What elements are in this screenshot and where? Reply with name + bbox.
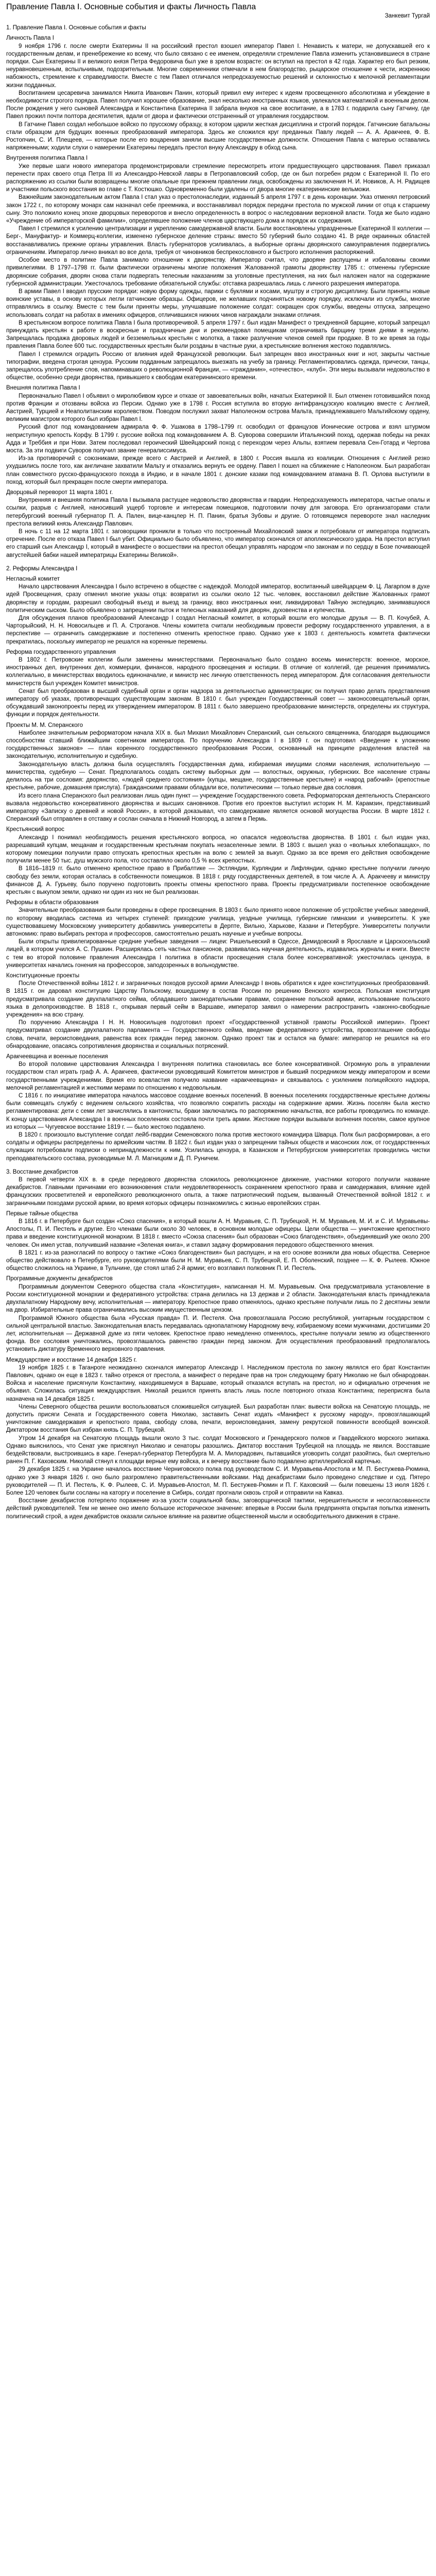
paragraph: В 1821 г. из-за разногласий по вопросу о тактике «Союз благоденствия» был распущен, и на его основе возникли два новых общества. Северное общество действовало в Петербурге, его руководителями были Н. М. Муравьев, С. П. Трубецкой, Е. П. Оболенский, позднее — К. Ф. Рылеев. Южное общество сложилось на Украине, в Тульчине, где стоял штаб 2-й армии; его возглавил полковник П. И. Пестель.	[6, 1249, 430, 1272]
section-heading: Дворцовый переворот 11 марта 1801 г.	[6, 489, 113, 496]
section-heading: Внутренняя политика Павла I	[6, 155, 88, 162]
paragraph: Павел I стремился к усилению централизации и укреплению самодержавной власти. Были восстановлены упраздненные Екатериной II коллегии — Берг-, Мануфактур- и Коммерц-коллегии, изменено губернское деление страны: вместо 50 губерний было создано 41. В ряде окраинных областей восстанавливались прежние органы управления. Власть губернаторов усиливалась, а выборные органы дворянского самоуправления подвергались ограничениям. Император лично вникал во все дела, требуя от чиновников беспрекословного и быстрого исполнения распоряжений.	[6, 226, 430, 256]
document-header	[6, 2, 430, 20]
paragraph: Павел I стремился оградить Россию от влияния идей Французской революции. Был запрещен ввоз иностранных книг и нот, закрыты частные типографии, введена строгая цензура. Русским подданным запрещалось выезжать на учебу за границу. Регламентировались одежда, прически, танцы, запрещалось употребление слов, напоминавших о революционной Франции, — «гражданин», «отечество», «клуб». Эти меры вызывали недовольство в обществе, особенно среди дворянства, привыкшего к свободам екатерининского времени.	[6, 351, 430, 381]
paragraph: Члены Северного общества решили воспользоваться сложившейся ситуацией. Был разработан план: вывести войска на Сенатскую площадь, не допустить присяги Сената и Государственного совета Николаю, заставить Сенат издать «Манифест к русскому народу», провозглашающий уничтожение самодержавия и крепостного права, свободу слова, печати, вероисповедания, замену рекрутской повинности всеобщей воинской. Диктатором восстания был избран князь С. П. Трубецкой.	[6, 1403, 430, 1434]
paragraph: Во второй половине царствования Александра I внутренняя политика становилась все более консервативной. Огромную роль в управлении государством стал играть граф А. А. Аракчеев, фактически руководивший Комитетом министров и бывший посредником между императором и всеми государственными учреждениями. Время его всевластия получило название «аракчеевщина» и связывалось с усилением полицейского надзора, мелочной регламентацией и жесткими мерами по отношению к недовольным.	[6, 1061, 430, 1091]
paragraph: В ночь с 11 на 12 марта 1801 г. заговорщики проникли в только что построенный Михайловский замок и потребовали от императора подписать отречение. После его отказа Павел I был убит. Официально было объявлено, что император скончался от апоплексического удара. На престол вступил его старший сын Александр I, который в манифесте о восшествии на престол обещал управлять народом «по законам и по сердцу в Бозе почивающей августейшей бабки нашей императрицы Екатерины Великой».	[6, 529, 430, 558]
section-heading: Крестьянский вопрос	[6, 826, 65, 833]
paragraph: В крестьянском вопросе политика Павла I была противоречивой. 5 апреля 1797 г. был издан Манифест о трехдневной барщине, который запрещал принуждать крестьян к работе в воскресные и праздничные дни и рекомендовал помещикам ограничивать барщину тремя днями в неделю. Запрещалась продажа дворовых людей и безземельных крестьян с молотка, а также разлучение членов семей при продаже. В то же время за годы правления Павла более 600 тыс. государственных крестьян были розданы в частные руки, а крестьянские волнения жестоко подавлялись.	[6, 319, 430, 350]
paragraph: С 1816 г. по инициативе императора началось массовое создание военных поселений. В военных поселениях государственные крестьяне должны были совмещать службу с ведением сельского хозяйства, что позволяло сократить расходы на содержание армии. Жизнь поселян была жестко регламентирована: дети с семи лет зачислялись в кантонисты, браки заключались по распоряжению начальства, все работы проводились по команде. К концу царствования Александра I в военных поселениях состояла почти треть армии. Жестокие порядки вызывали волнения поселян, самое крупное из которых — Чугуевское восстание 1819 г. — было жестоко подавлено.	[6, 1093, 430, 1130]
paragraph: Внутренняя и внешняя политика Павла I вызывала растущее недовольство дворянства и гвардии. Непредсказуемость императора, частые опалы и ссылки, разрыв с Англией, наносивший ущерб торговле и интересам помещиков, подготовили почву для заговора. Его организаторами стали петербургский военный губернатор П. А. Пален, вице-канцлер Н. П. Панин, братья Зубовы и другие. О готовящемся перевороте знал наследник престола великий князь Александр Павлович.	[6, 497, 430, 527]
document-body	[6, 24, 430, 1521]
paragraph: Утром 14 декабря на Сенатскую площадь вышли около 3 тыс. солдат Московского и Гренадерского полков и Гвардейского морского экипажа. Однако выяснилось, что Сенат уже присягнул Николаю и сенаторы разошлись. Диктатор восстания Трубецкой на площадь не явился. Восставшие бездействовали, выстроившись в каре. Генерал-губернатор Петербурга М. А. Милорадович, пытавшийся уговорить солдат разойтись, был смертельно ранен П. Г. Каховским. Николай стянул к площади верные ему войска, и к вечеру восстание было подавлено артиллерийской картечью.	[6, 1435, 430, 1465]
paragraph: Для обсуждения планов преобразований Александр I создал Негласный комитет, в который вошли его молодые друзья — В. П. Кочубей, А. Чарторыйский, Н. Н. Новосильцев и П. А. Строганов. Члены комитета считали необходимым провести реформу государственного управления, а в перспективе — ограничить самодержавие и постепенно отменить крепостное право. Однако уже к 1803 г. деятельность комитета фактически прекратилась, поскольку император не решался на коренные перемены.	[6, 615, 430, 645]
paragraph: Важнейшим законодательным актом Павла I стал указ о престолонаследии, изданный 5 апреля 1797 г. в день коронации. Указ отменял петровский закон 1722 г., по которому монарх сам назначал себе преемника, и восстанавливал порядок передачи престола по мужской линии от отца к старшему сыну. Это положило конец эпохе дворцовых переворотов и внесло определенность в вопрос о наследовании верховной власти. Тогда же было издано «Учреждение об императорской фамилии», определявшее положение членов царствующего дома и порядок их содержания.	[6, 194, 430, 225]
document-title: Правление Павла I. Основные события и факты Личность Павла	[6, 3, 256, 11]
paragraph: Программным документом Северного общества стала «Конституция», написанная Н. М. Муравьевым. Она предусматривала установление в России конституционной монархии и федеративного устройства: страна делилась на 13 держав и 2 области. Законодательная власть принадлежала двухпалатному Народному вечу, исполнительная — императору. Крепостное право отменялось, однако крестьяне получали лишь по 2 десятины земли на двор. Избирательные права ограничивались высоким имущественным цензом.	[6, 1283, 430, 1314]
section-heading: Междуцарствие и восстание 14 декабря 1825 г.	[6, 1357, 137, 1363]
paragraph: Уже первые шаги нового императора продемонстрировали стремление пересмотреть итоги предшествующего царствования. Павел приказал перенести прах своего отца Петра III из Александро-Невской лавры в Петропавловский собор, где он был погребен рядом с Екатериной II. По его распоряжению из ссылки были возвращены многие опальные при прежнем правлении лица, освобождены из заключения Н. И. Новиков, А. Н. Радищев и участники польского восстания во главе с Т. Костюшко. Одновременно были удалены от двора многие екатерининские вельможи.	[6, 163, 430, 193]
paragraph: Первоначально Павел I объявил о миролюбивом курсе и отказе от завоевательных войн, начатых Екатериной II. Был отменен готовившийся поход против Франции и отозваны войска из Персии. Однако уже в 1798 г. Россия вступила во вторую антифранцузскую коалицию вместе с Англией, Австрией, Турцией и Неаполитанским королевством. Поводом послужил захват Наполеоном острова Мальта, принадлежавшего Мальтийскому ордену, великим магистром которого был избран Павел I.	[6, 393, 430, 423]
paragraph: В первой четверти XIX в. в среде передового дворянства сложилось революционное движение, участники которого получили название декабристов. Главными причинами его возникновения стали неудовлетворенность сохранением крепостного права и самодержавия, влияние идей французских просветителей и европейского революционного опыта, а также патриотический подъем, вызванный Отечественной войной 1812 г. и заграничными походами русской армии, во время которых офицеры познакомились с жизнью европейских стран.	[6, 1177, 430, 1207]
section-heading: Реформы в области образования	[6, 900, 99, 906]
section-heading: Первые тайные общества	[6, 1210, 78, 1217]
paragraph: В Гатчине Павел создал небольшое войско по прусскому образцу, в котором царили жесткая дисциплина и строгий порядок. Гатчинские батальоны стали образцом для будущих военных преобразований императора. Здесь же сложился круг преданных Павлу людей — А. А. Аракчеев, Ф. В. Ростопчин, С. И. Плещеев, — которые после его воцарения заняли высшие государственные должности. Отношения Павла с матерью оставались напряженными; ходили слухи о намерении Екатерины передать престол внуку Александру в обход сына.	[6, 121, 430, 151]
paragraph: Русский флот под командованием адмирала Ф. Ф. Ушакова в 1798–1799 гг. освободил от французов Ионические острова и взял штурмом неприступную крепость Корфу. В 1799 г. русские войска под командованием А. В. Суворова совершили Итальянский поход, одержав победы на реках Адда и Треббия и при Нови. Затем последовал героический Швейцарский поход с переходом через Альпы, взятием перевала Сен-Готард и Чертова моста. За эти подвиги Суворов получил звание генералиссимуса.	[6, 424, 430, 454]
paragraph: В 1816–1819 гг. было отменено крепостное право в Прибалтике — Эстляндии, Курляндии и Лифляндии, однако крестьяне получили личную свободу без земли, которая осталась в собственности помещиков. В 1818 г. ряду государственных деятелей, в том числе А. А. Аракчееву и министру финансов Д. А. Гурьеву, было поручено подготовить проекты отмены крепостного права. Проекты предусматривали постепенное освобождение крестьян с выкупом земли, однако ни один из них не был реализован.	[6, 866, 430, 895]
section-heading: Личность Павла I	[6, 35, 54, 42]
paragraph: 19 ноября 1825 г. в Таганроге неожиданно скончался император Александр I. Наследником престола по закону являлся его брат Константин Павлович, однако он еще в 1823 г. тайно отрекся от престола, а манифест о передаче прав на трон следующему брату Николаю не был обнародован. Войска и население присягнули Константину, находившемуся в Варшаве, который отказался вступать на престол, но и официально отречения не объявил. Сложилась ситуация междуцарствия. Николай решился принять власть лишь после повторного отказа Константина; переприсяга была назначена на 14 декабря 1825 г.	[6, 1364, 430, 1402]
section-heading: 1. Правление Павла I. Основные события и факты	[6, 25, 146, 31]
section-heading: Внешняя политика Павла I	[6, 385, 80, 392]
author-name: Занкевит Тургай	[385, 13, 430, 19]
paragraph: Воспитанием цесаревича занимался Никита Иванович Панин, который привил ему интерес к идеям просвещенного абсолютизма и убеждение в необходимости строгого порядка. Павел получил хорошее образование, знал несколько иностранных языков, увлекался математикой и военным делом. После рождения у него сыновей Александра и Константина Екатерина II забрала внуков на свое воспитание, а в 1783 г. подарила сыну Гатчину, где Павел прожил почти полтора десятилетия, вдали от двора и фактически отстраненный от управления государством.	[6, 90, 430, 120]
paragraph: В 1816 г. в Петербурге был создан «Союз спасения», в который вошли А. Н. Муравьев, С. П. Трубецкой, Н. М. Муравьев, М. И. и С. И. Муравьевы-Апостолы, П. И. Пестель и другие. Его членами были около 30 человек, в основном молодые офицеры. Цели общества — уничтожение крепостного права и введение конституционной монархии. В 1818 г. вместо «Союза спасения» был образован «Союз благоденствия», объединявший уже около 200 человек. Он имел устав, получивший название «Зеленая книга», и ставил задачу формирования передового общественного мнения.	[6, 1218, 430, 1248]
section-heading: Проекты М. М. Сперанского	[6, 722, 83, 728]
paragraph: По поручению Александра I Н. Н. Новосильцев подготовил проект «Государственной уставной грамоты Российской империи». Проект предусматривал создание двухпалатного парламента — Государственного сейма, введение федеративного устройства, провозглашение свободы слова, печати, вероисповедания, равенства всех граждан перед законом. Однако проект так и остался на бумаге: император не решился на его обнародование, опасаясь сопротивления дворянства и социальных потрясений.	[6, 1020, 430, 1049]
paragraph: Программой Южного общества была «Русская правда» П. И. Пестеля. Она провозглашала Россию республикой, унитарным государством с сильной центральной властью. Законодательная власть передавалась однопалатному Народному вечу, избираемому всеми мужчинами, достигшими 20 лет, исполнительная — Державной думе из пяти человек. Крепостное право немедленно отменялось, крестьяне получали землю из общественного фонда. Все сословия уничтожались, провозглашалось равенство граждан перед законом. Для осуществления преобразований предполагалось установить диктатуру Временного верховного правления.	[6, 1315, 430, 1353]
section-heading: Реформа государственного управления	[6, 649, 116, 655]
paragraph: Особое место в политике Павла занимало отношение к дворянству. Император считал, что дворяне распущены и избалованы своими привилегиями. В 1797–1798 гг. были фактически ограничены многие положения Жалованной грамоты дворянству 1785 г.: отменены губернские дворянские собрания, дворян снова стали подвергать телесным наказаниям за уголовные преступления, на них был наложен налог на содержание губернской администрации. Ужесточалось требование обязательной службы: отставка разрешалась лишь с личного разрешения императора.	[6, 257, 430, 287]
paragraph: Наиболее значительным реформатором начала XIX в. был Михаил Михайлович Сперанский, сын сельского священника, благодаря выдающимся способностям ставший ближайшим советником императора. По поручению Александра I в 1809 г. он подготовил «Введение к уложению государственных законов» — план коренного государственного преобразования России, основанный на принципе разделения властей на законодательную, исполнительную и судебную.	[6, 730, 430, 760]
section-heading: Аракчеевщина и военные поселения	[6, 1054, 108, 1060]
paragraph: Начало царствования Александра I было встречено в обществе с надеждой. Молодой император, воспитанный швейцарцем Ф. Ц. Лагарпом в духе идей Просвещения, сразу отменил многие указы отца: возвратил из ссылки около 12 тыс. человек, восстановил действие Жалованных грамот дворянству и городам, разрешил свободный въезд и выезд за границу, ввоз иностранных книг, ликвидировал Тайную экспедицию, занимавшуюся политическим сыском. Было объявлено о запрещении пыток и телесных наказаний для дворян, духовенства и купечества.	[6, 584, 430, 614]
paragraph: 9 ноября 1796 г. после смерти Екатерины II на российский престол взошел император Павел I. Ненависть к матери, не допускавшей его к государственным делам, и пренебрежение ко всему, что было связано с ее именем, определяли стремление Павла изменить установившиеся в стране порядки. Сын Екатерины II и великого князя Петра Федоровича был уже в зрелом возрасте: он вступил на престол в 42 года. Характер его был резким, неуравновешенным, вспыльчивым, подозрительным. Многие современники отмечали в нем благородство, рыцарское отношение к чести, искреннюю набожность, стремление к справедливости. Вместе с тем Павел отличался непредсказуемостью решений и склонностью к мелочной регламентации жизни подданных.	[6, 43, 430, 89]
paragraph: Законодательную власть должна была осуществлять Государственная дума, избираемая имущими слоями населения, исполнительную — министерства, судебную — Сенат. Предполагалось создать систему выборных дум — волостных, окружных, губернских. Все население страны делилось на три сословия: дворянство, «людей среднего состояния» (купцы, мещане, государственные крестьяне) и «народ рабочий» (крепостные крестьяне, рабочие, домашняя прислуга). Гражданскими правами обладали все, политическими — только первые два сословия.	[6, 761, 430, 791]
paragraph: 29 декабря 1825 г. на Украине началось восстание Черниговского полка под руководством С. И. Муравьева-Апостола и М. П. Бестужева-Рюмина, однако уже 3 января 1826 г. оно было разгромлено правительственными войсками. Над декабристами было проведено следствие и суд. Пятеро руководителей — П. И. Пестель, К. Ф. Рылеев, С. И. Муравьев-Апостол, М. П. Бестужев-Рюмин и П. Г. Каховский — были повешены 13 июля 1826 г. Более 120 человек были сосланы на каторгу и поселение в Сибирь, солдат прогнали сквозь строй и отправили на Кавказ.	[6, 1466, 430, 1496]
section-heading: 3. Восстание декабристов	[6, 1168, 78, 1175]
paragraph: Значительные преобразования были проведены в сфере просвещения. В 1803 г. было принято новое положение об устройстве учебных заведений, по которому вводилась система из четырех ступеней: приходские училища, уездные училища, губернские гимназии и университеты. К уже существовавшему Московскому университету добавились университеты в Дерпте, Вильно, Харькове, Казани и Петербурге. Университеты получили автономию: право выбирать ректора и профессоров, самостоятельно решать научные и учебные вопросы.	[6, 907, 430, 937]
section-heading: 2. Реформы Александра I	[6, 565, 78, 572]
paragraph: Александр I понимал необходимость решения крестьянского вопроса, но опасался недовольства дворянства. В 1801 г. был издан указ, разрешавший купцам, мещанам и государственным крестьянам покупать незаселенные земли. В 1803 г. вышел указ о «вольных хлебопашцах», по которому помещики получили право отпускать крепостных крестьян на волю с землей за выкуп. Однако за все время его действия освобождение получили менее 50 тыс. душ мужского пола, что составляло около 0,5 % всех крепостных.	[6, 834, 430, 865]
paragraph: В 1820 г. произошло выступление солдат лейб-гвардии Семеновского полка против жестокого командира Шварца. Полк был расформирован, а его солдаты и офицеры распределены по армейским частям. В 1822 г. был издан указ о запрещении тайных обществ и масонских лож, от государственных служащих потребовали подписки о непринадлежности к ним. Усилилась цензура, в Казанском и Петербургском университетах проводились чистки преподавательского состава, руководимые М. Л. Магницким и Д. П. Руничем.	[6, 1132, 430, 1162]
paragraph: Из-за противоречий с союзниками, прежде всего с Австрией и Англией, в 1800 г. Россия вышла из коалиции. Отношения с Англией резко ухудшились после того, как англичане захватили Мальту и отказались вернуть ее ордену. Павел I пошел на сближение с Наполеоном. Был разработан план совместного русско-французского похода в Индию, и в начале 1801 г. донские казаки под командованием атамана В. П. Орлова выступили в поход, который был прекращен после смерти императора.	[6, 455, 430, 485]
paragraph: Были открыты привилегированные средние учебные заведения — лицеи: Ришельевский в Одессе, Демидовский в Ярославле и Царскосельский лицей, в котором учился А. С. Пушкин. Расширялась сеть частных пансионов, развивалась научная деятельность, издавались журналы и книги. Вместе с тем во второй половине правления Александра I политика в области просвещения стала более консервативной: ужесточилась цензура, в университетах начались гонения на профессоров, заподозренных в вольнодумстве.	[6, 939, 430, 969]
section-heading: Программные документы декабристов	[6, 1276, 113, 1282]
paragraph: Сенат был преобразован в высший судебный орган и орган надзора за деятельностью администрации; он получил право делать представления императору об указах, противоречащих существующим законам. В 1810 г. был учрежден Государственный совет — законосовещательный орган, обсуждавший законопроекты перед их утверждением императором. В 1811 г. было завершено преобразование министерств, определены их структура, функции и порядок деятельности.	[6, 688, 430, 718]
section-heading: Конституционные проекты	[6, 972, 80, 979]
paragraph: Из всего плана Сперанского был реализован лишь один пункт — учреждение Государственного совета. Реформаторская деятельность Сперанского вызвала недовольство консервативного дворянства и высших сановников. Против его проектов выступил историк Н. М. Карамзин, представивший императору «Записку о древней и новой России», в которой доказывал, что самодержавие является основой могущества России. В марте 1812 г. Сперанский был отправлен в отставку и сослан сначала в Нижний Новгород, а затем в Пермь.	[6, 792, 430, 823]
paragraph: Восстание декабристов потерпело поражение из-за узости социальной базы, заговорщической тактики, нерешительности и несогласованности действий руководителей. Тем не менее оно имело большое историческое значение: впервые в России была предпринята открытая попытка изменить политический строй, а идеи декабристов оказали сильное влияние на развитие общественной мысли и освободительного движения в стране.	[6, 1498, 430, 1520]
paragraph: В армии Павел I вводил прусские порядки: новую форму одежды, парики с буклями и косами, муштру и строгую дисциплину. Были приняты новые воинские уставы, в основу которых легли гатчинские образцы. Офицеров, не желавших подчиняться новому порядку, исключали из службы, многие отправлялись в ссылку. Вместе с тем были приняты меры, улучшавшие положение солдат: сокращен срок службы, введены отпуска, запрещено использовать солдат на работах в имениях офицеров, отличившихся нижних чинов награждали знаками отличия.	[6, 288, 430, 318]
paragraph: В 1802 г. Петровские коллегии были заменены министерствами. Первоначально было создано восемь министерств: военное, морское, иностранных дел, внутренних дел, коммерции, финансов, народного просвещения и юстиции. В отличие от коллегий, где решения принимались коллегиально, в министерствах вводилось единоначалие, и министр нес личную ответственность перед императором. Для согласования деятельности министерств был учрежден Комитет министров.	[6, 657, 430, 687]
section-heading: Негласный комитет	[6, 576, 60, 583]
paragraph: После Отечественной войны 1812 г. и заграничных походов русской армии Александр I вновь обратился к идее конституционных преобразований. В 1815 г. он даровал конституцию Царству Польскому, вошедшему в состав России по решению Венского конгресса. Польская конституция предусматривала создание двухпалатного сейма, обладавшего законодательными правами, сохранение польской армии, использование польского языка в делопроизводстве. В 1818 г., открывая первый сейм в Варшаве, император заявил о намерении распространить «законно-свободные учреждения» на всю страну.	[6, 980, 430, 1018]
